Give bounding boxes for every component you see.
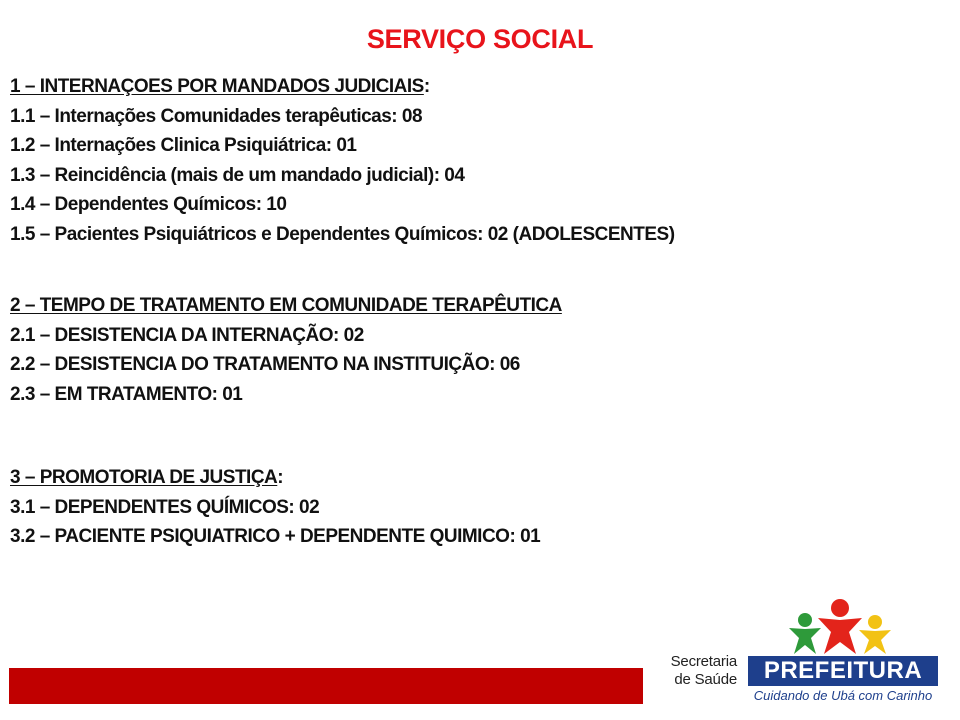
three-people-stars-logo-icon: [785, 598, 895, 656]
yellow-figure-icon: [859, 615, 891, 654]
report-content: [10, 72, 950, 552]
section-heading-suffix: :: [423, 76, 430, 97]
list-item: 3.1 – DEPENDENTES QUÍMICOS: 02: [10, 496, 320, 518]
section-heading-text: 1 – INTERNAÇOES POR MANDADOS JUDICIAIS: [10, 76, 424, 97]
section-2: [10, 291, 950, 409]
section-3: [10, 463, 950, 552]
green-figure-icon: [789, 613, 821, 654]
secretaria-line-2: de Saúde: [674, 671, 737, 688]
list-item: 2.1 – DESISTENCIA DA INTERNAÇÃO: 02: [10, 324, 364, 346]
prefeitura-logo-text: PREFEITURA: [748, 656, 938, 686]
secretaria-line-1: Secretaria: [670, 653, 737, 670]
footer-red-bar: [9, 668, 643, 704]
red-figure-icon: [818, 599, 862, 654]
list-item: 1.3 – Reincidência (mais de um mandado judicial): 04: [10, 164, 465, 186]
list-item: 2.2 – DESISTENCIA DO TRATAMENTO NA INSTITUIÇÃO: 06: [10, 354, 520, 375]
list-item: 1.5 – Pacientes Psiquiátricos e Dependentes Químicos: 02 (ADOLESCENTES): [10, 223, 675, 245]
list-item: 1.1 – Internações Comunidades terapêuticas: 08: [10, 105, 423, 127]
section-heading-suffix: :: [277, 467, 284, 488]
list-item: 1.4 – Dependentes Químicos: 10: [10, 194, 287, 215]
list-item: 1.2 – Internações Clinica Psiquiátrica: 01: [10, 135, 357, 156]
section-heading-text: 2 – TEMPO DE TRATAMENTO EM COMUNIDADE TERAPÊUTICA: [10, 295, 562, 316]
list-item: 2.3 – EM TRATAMENTO: 01: [10, 383, 243, 405]
section-heading: [10, 72, 950, 102]
section-heading-text: 3 – PROMOTORIA DE JUSTIÇA: [10, 467, 278, 488]
prefeitura-slogan: Cuidando de Ubá com Carinho: [753, 688, 933, 703]
secretaria-label: [655, 653, 737, 689]
page-title: SERVIÇO SOCIAL: [366, 24, 594, 54]
list-item: 3.2 – PACIENTE PSIQUIATRICO + DEPENDENTE QUIMICO: 01: [10, 526, 541, 547]
section-1: [10, 72, 950, 249]
section-heading: [10, 463, 950, 493]
section-heading: [10, 291, 950, 321]
